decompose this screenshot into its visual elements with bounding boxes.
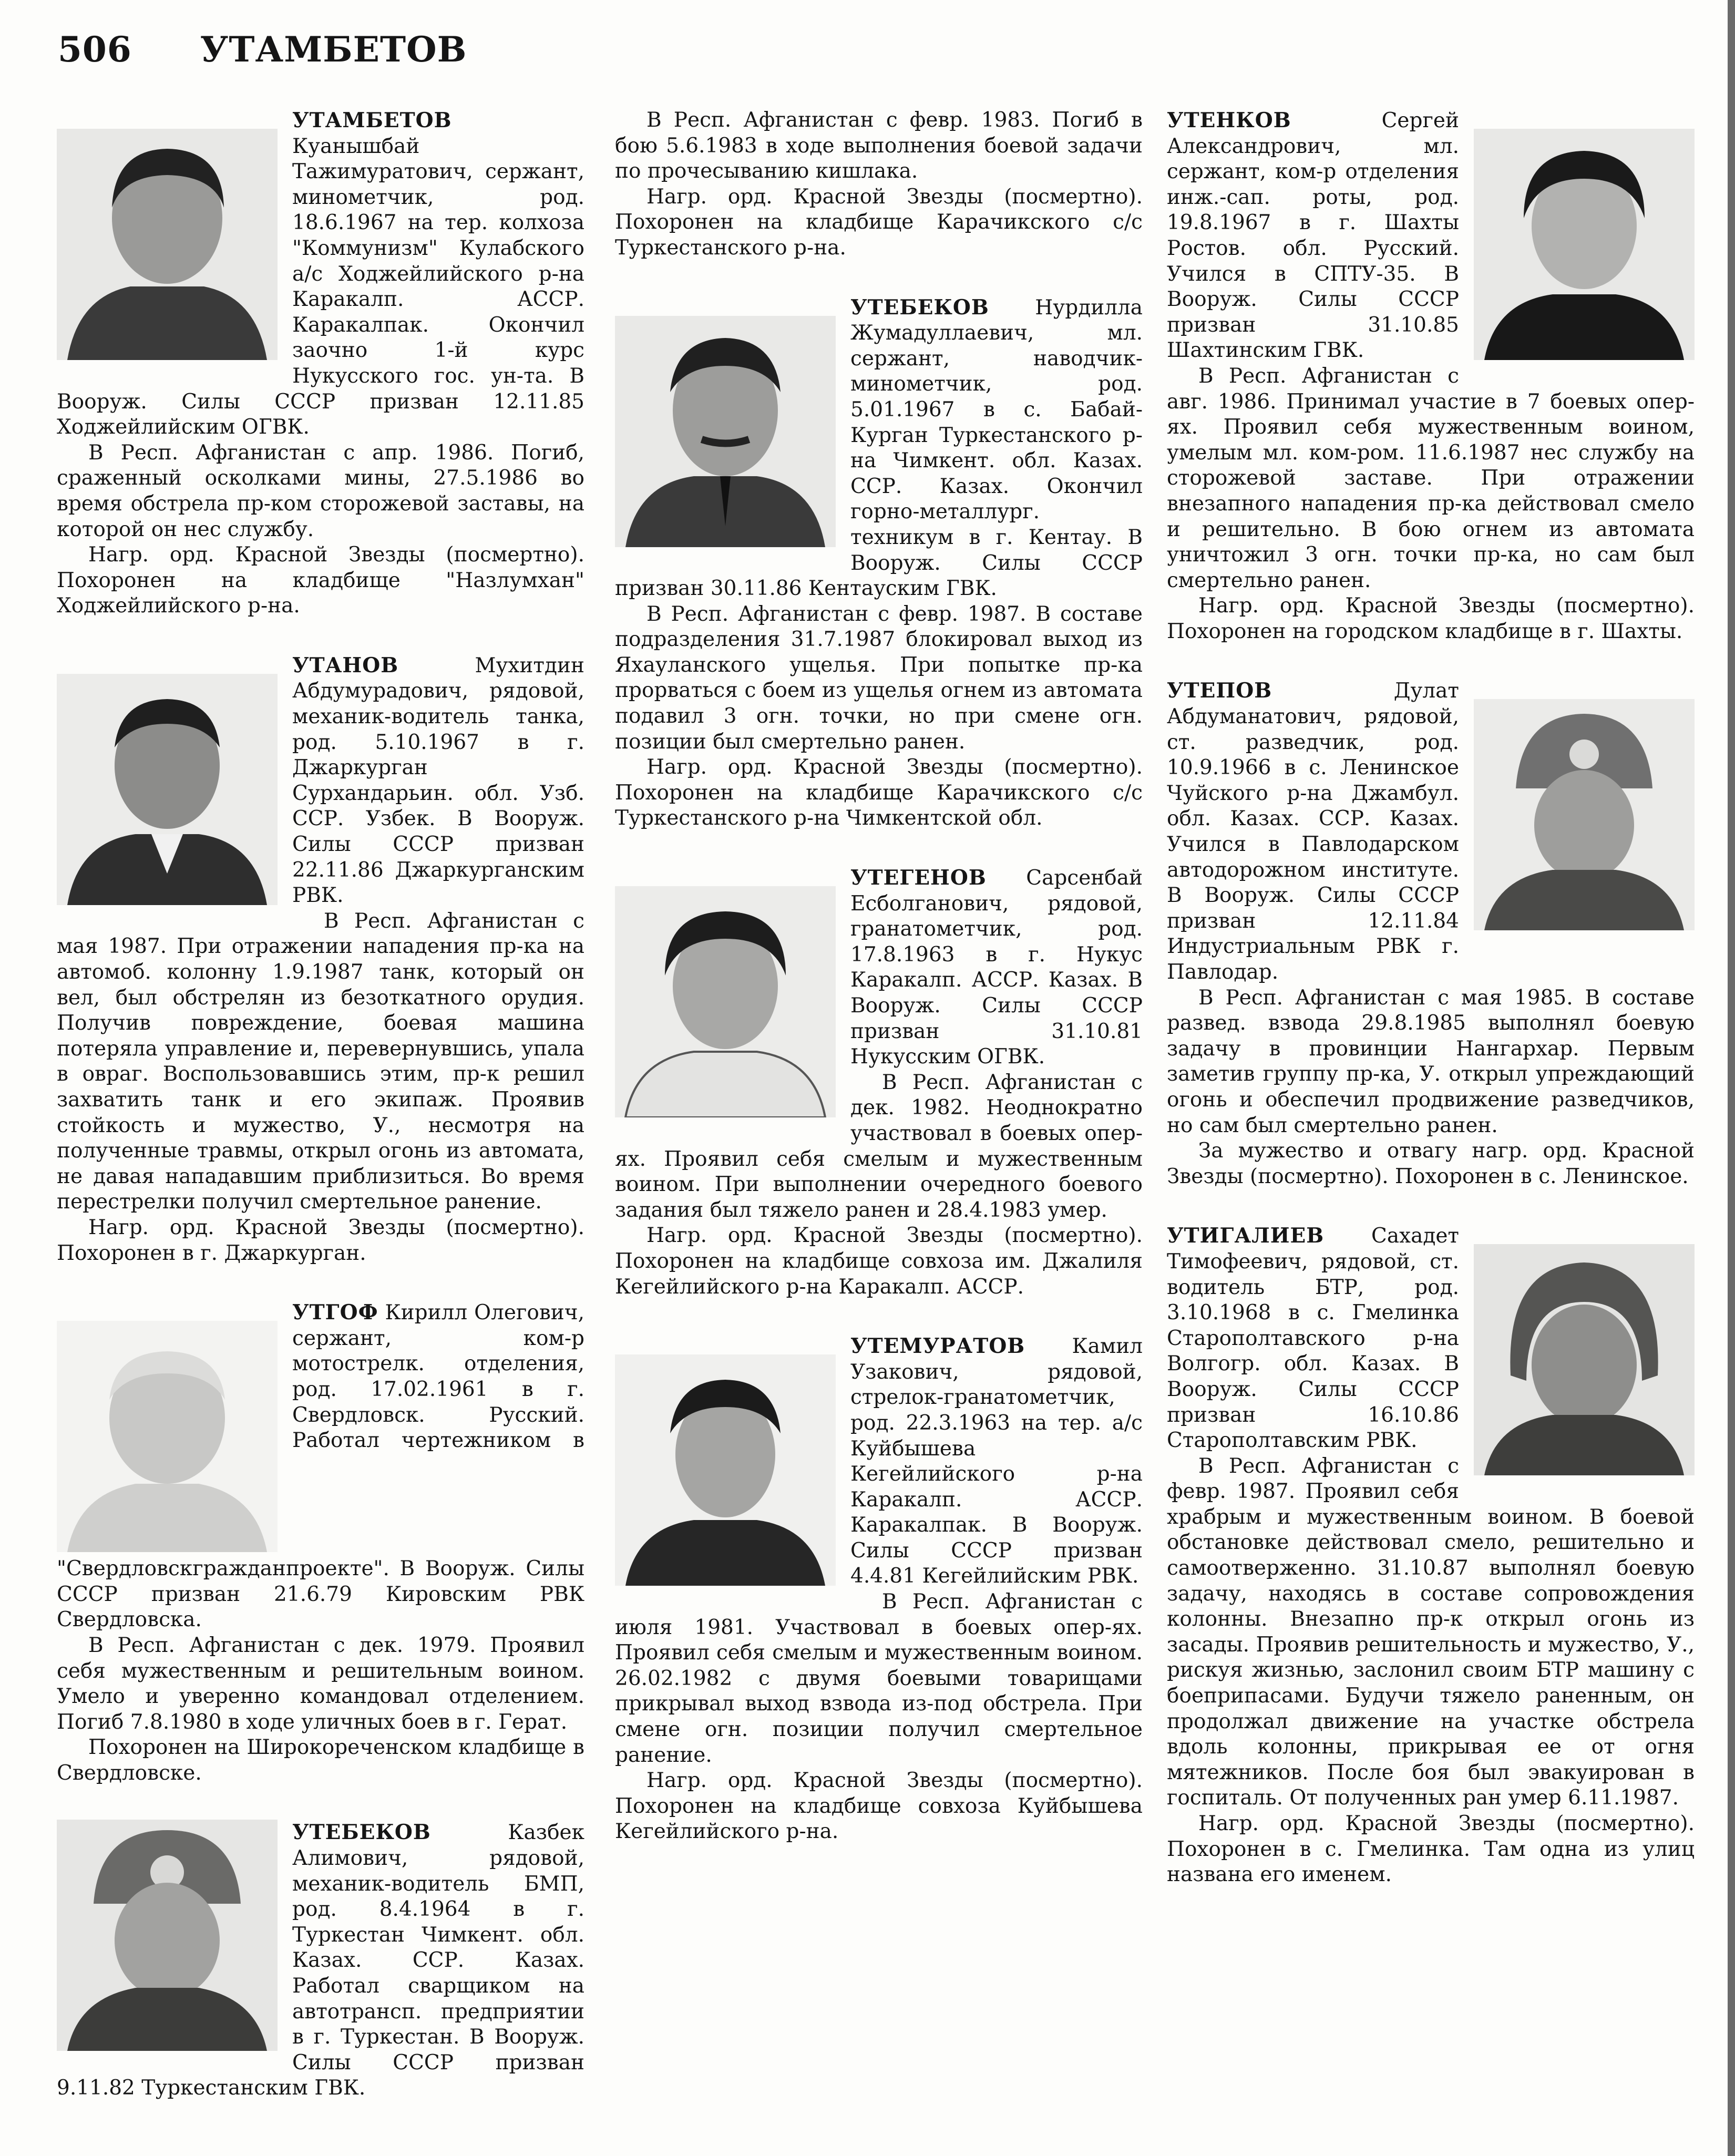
- portrait-photo: [57, 129, 278, 360]
- entry-award: Нагр. орд. Красной Звезды (посмертно). Похоронен в с. Гмелинка. Там одна из улиц названа его именем.: [1167, 1812, 1695, 1887]
- entry-surname: УТЕБЕКОВ: [292, 1820, 431, 1845]
- entry-surname: УТИГАЛИЕВ: [1167, 1224, 1325, 1248]
- page-edge: [1728, 0, 1735, 2156]
- entry-text: Мухитдин Абдумурадович, рядовой, механик-водитель танка, род. 5.10.1967 в г. Джаркурган Сурхандарьин. обл. Узб. ССР. Узбек. В Вооруж. Силы СССР призван 22.11.86 Джаркурганским РВК.: [292, 653, 584, 908]
- portrait-photo: [57, 674, 278, 905]
- entry-surname: УТЕБЕКОВ: [850, 295, 989, 320]
- entry-award: Нагр. орд. Красной Звезды (посмертно). Похоронен на кладбище Карачикского с/с Туркестанского р-на Чимкентской обл.: [615, 755, 1143, 830]
- biography-entry: [1167, 678, 1695, 1189]
- column-2: [615, 108, 1143, 1845]
- entry-award: Нагр. орд. Красной Звезды (посмертно). Похоронен в г. Джаркурган.: [57, 1215, 584, 1265]
- entry-award: Нагр. орд. Красной Звезды (посмертно). Похоронен на кладбище совхоза им. Джалиля Кегейлийского р-на Каракалп. АССР.: [615, 1224, 1143, 1299]
- portrait-icon: [57, 129, 278, 360]
- entry-service: В Респ. Афганистан с февр. 1987. В составе подразделения 31.7.1987 блокировал выход из Яхауланского ущелья. При попытке пр-ка прорваться с боем из ущелья огнем из автомата подавил 3 огн. точки, но при смене огн. позиции был смертельно ранен.: [615, 602, 1143, 754]
- entry-award: За мужество и отвагу нагр. орд. Красной Звезды (посмертно). Похоронен в с. Ленинское.: [1167, 1139, 1695, 1188]
- entry-text: Кирилл Олегович, сержант, ком-р мотострелк. отделения, род. 17.02.1961 в г. Свердловск. Русский. Работал чертежником в "Свердловскгражданпроекте". В Вооруж. Силы СССР призван 21.6.79 Кировским РВК Свердловска.: [57, 1301, 584, 1632]
- biography-entry-continued: [615, 108, 1143, 261]
- entry-surname: УТЕПОВ: [1167, 679, 1272, 703]
- entry-surname: УТЕМУРАТОВ: [850, 1334, 1025, 1359]
- entry-award: Нагр. орд. Красной Звезды (посмертно). Похоронен на кладбище "Назлумхан" Ходжейлийского р-на.: [57, 543, 584, 618]
- entry-award: Нагр. орд. Красной Звезды (посмертно). Похоронен на кладбище Карачикского с/с Туркестанского р-на.: [615, 184, 1143, 260]
- portrait-icon: [57, 1321, 278, 1552]
- entry-text: Камил Узакович, рядовой, стрелок-гранатометчик, род. 22.3.1963 на тер. а/с Куйбышева Кегейлийского р-на Каракалп. АССР. Каракалпак. В Вооруж. Силы СССР призван 4.4.81 Кегейлийским РВК.: [850, 1334, 1143, 1588]
- entry-text: Сарсенбай Есболганович, рядовой, гранатометчик, род. 17.8.1963 в г. Нукус Каракалп. АССР. Казах. В Вооруж. Силы СССР призван 31.10.81 Нукусским ОГВК.: [850, 866, 1143, 1069]
- running-head: УТАМБЕТОВ: [200, 29, 467, 70]
- portrait-photo: [615, 316, 836, 547]
- entry-service: В Респ. Афганистан с февр. 1987. Проявил себя храбрым и мужественным воином. В боевой обстановке действовал смело, решительно и самоотверженно. 31.10.87 выполнял боевую задачу, находясь в составе сопровождения колонны. Внезапно пр-к открыл огонь из засады. Проявив решительность и мужество, У., рискуя жизнью, заслонил своим БТР машину с боеприпасами. Будучи тяжело раненным, он продолжал движение на участке обстрела вдоль колонны, прикрывая ее от огня мятежников. После боя был эвакуирован в госпиталь. От полученных ран умер 6.11.1987.: [1167, 1454, 1695, 1810]
- portrait-icon: [57, 1820, 278, 2051]
- entry-text: Казбек Алимович, рядовой, механик-водитель БМП, род. 8.4.1964 в г. Туркестан Чимкент. обл. Казах. ССР. Казах. Работал сварщиком на автотрансп. предприятии в г. Туркестан. В Вооруж. Силы СССР призван 9.11.82 Туркестанским ГВК.: [57, 1821, 584, 2100]
- entry-surname: УТЕНКОВ: [1167, 108, 1291, 132]
- entry-service: В Респ. Афганистан с февр. 1983. Погиб в бою 5.6.1983 в ходе выполнения боевой задачи по прочесыванию кишлака.: [615, 108, 1143, 183]
- portrait-photo: [57, 1321, 278, 1552]
- portrait-icon: [615, 1354, 836, 1586]
- entry-service: В Респ. Афганистан с дек. 1982. Неоднократно участвовал в боевых опер-ях. Проявил себя смелым и мужественным воином. При выполнении очередного боевого задания был тяжело ранен и 28.4.1983 умер.: [615, 1070, 1143, 1222]
- entry-text: Сергей Александрович, мл. сержант, ком-р отделения инж.-сап. роты, род. 19.8.1967 в г. Шахты Ростов. обл. Русский. Учился в СПТУ-35. В Вооруж. Силы СССР призван 31.10.85 Шахтинским ГВК.: [1167, 109, 1459, 363]
- page-number: 506: [58, 29, 132, 70]
- entry-surname: УТЕГЕНОВ: [850, 866, 987, 890]
- biography-entry: [57, 108, 584, 619]
- entry-award: Похоронен на Широкореченском кладбище в Свердловске.: [57, 1736, 584, 1785]
- portrait-photo: [1474, 699, 1695, 930]
- biography-entry: [1167, 108, 1695, 644]
- portrait-photo: [615, 1354, 836, 1586]
- portrait-icon: [1474, 1244, 1695, 1475]
- entry-service: В Респ. Афганистан с мая 1987. При отражении нападения пр-ка на автомоб. колонну 1.9.1987 танк, который он вел, был обстрелян из безоткатного орудия. Получив повреждение, боевая машина потеряла управление и, перевернувшись, упала в овраг. Воспользовавшись этим, пр-к решил захватить танк и его экипаж. Проявив стойкость и мужество, У., несмотря на полученные травмы, открыл огонь из автомата, не давая нападавшим приблизиться. Во время перестрелки получил смертельное ранение.: [57, 909, 584, 1214]
- portrait-icon: [615, 886, 836, 1117]
- entry-award: Нагр. орд. Красной Звезды (посмертно). Похоронен на кладбище совхоза Куйбышева Кегейлийского р-на.: [615, 1769, 1143, 1844]
- entry-award: Нагр. орд. Красной Звезды (посмертно). Похоронен на городском кладбище в г. Шахты.: [1167, 594, 1695, 643]
- column-1: [57, 108, 584, 2101]
- portrait-icon: [57, 674, 278, 905]
- biography-entry: [1167, 1223, 1695, 1887]
- entry-surname: УТАНОВ: [292, 653, 399, 677]
- biography-entry: [615, 295, 1143, 831]
- portrait-icon: [615, 316, 836, 547]
- biography-entry: [57, 1820, 584, 2101]
- column-3: [1167, 108, 1695, 1888]
- entry-service: В Респ. Афганистан с апр. 1986. Погиб, сраженный осколками мины, 27.5.1986 во время обстрела пр-ком сторожевой заставы, на которой он нес службу.: [57, 440, 584, 541]
- entry-service: В Респ. Афганистан с дек. 1979. Проявил себя мужественным и решительным воином. Умело и уверенно командовал отделением. Погиб 7.8.1980 в ходе уличных боев в г. Герат.: [57, 1633, 584, 1734]
- biography-entry: [57, 653, 584, 1266]
- entry-text: Куанышбай Тажимуратович, сержант, минометчик, род. 18.6.1967 на тер. колхоза "Коммунизм" Кулабского а/с Ходжейлийского р-на Каракалп. АССР. Каракалпак. Окончил заочно 1-й курс Нукусского гос. ун-та. В Вооруж. Силы СССР призван 12.11.85 Ходжейлийским ОГВК.: [57, 134, 584, 439]
- portrait-photo: [615, 886, 836, 1117]
- portrait-icon: [1474, 129, 1695, 360]
- entry-text: Дулат Абдуманатович, рядовой, ст. разведчик, род. 10.9.1966 в с. Ленинское Чуйского р-на Джамбул. обл. Казах. ССР. Казах. Учился в Павлодарском автодорожном институте. В Вооруж. Силы СССР призван 12.11.84 Индустриальным РВК г. Павлодар.: [1167, 679, 1459, 984]
- portrait-photo: [1474, 129, 1695, 360]
- entry-text: Нурдилла Жумадуллаевич, мл. сержант, наводчик-минометчик, род. 5.01.1967 в с. Бабай-Курган Туркестанского р-на Чимкент. обл. Казах. ССР. Казах. Окончил горно-металлург. техникум в г. Кентау. В Вооруж. Силы СССР призван 30.11.86 Кентауским ГВК.: [615, 295, 1143, 601]
- biography-entry: [615, 1333, 1143, 1845]
- entry-surname: УТГОФ: [292, 1300, 378, 1325]
- entry-service: В Респ. Афганистан с июля 1981. Участвовал в боевых опер-ях. Проявил себя смелым и мужественным воином. 26.02.1982 с двумя боевыми товарищами прикрывал выход взвода из-под обстрела. При смене огн. позиции получил смертельное ранение.: [615, 1590, 1143, 1767]
- entry-text: Сахадет Тимофеевич, рядовой, ст. водитель БТР, род. 3.10.1968 в с. Гмелинка Старополтавского р-на Волгогр. обл. Казах. В Вооруж. Силы СССР призван 16.10.86 Старополтавским РВК.: [1167, 1224, 1459, 1453]
- entry-service: В Респ. Афганистан с авг. 1986. Принимал участие в 7 боевых опер-ях. Проявил себя мужественным воином, умелым мл. ком-ром. 11.6.1987 нес службу на сторожевой заставе. При отражении внезапного нападения пр-ка действовал смело и решительно. В бою огнем из автомата уничтожил 3 огн. точки пр-ка, но сам был смертельно ранен.: [1167, 364, 1695, 592]
- biography-entry: [615, 865, 1143, 1300]
- portrait-photo: [1474, 1244, 1695, 1475]
- portrait-icon: [1474, 699, 1695, 930]
- entry-surname: УТАМБЕТОВ: [292, 108, 452, 132]
- entry-service: В Респ. Афганистан с мая 1985. В составе развед. взвода 29.8.1985 выполнял боевую задачу в провинции Нангархар. Первым заметив группу пр-ка, У. открыл упреждающий огонь и обеспечил продвижение разведчиков, но сам был смертельно ранен.: [1167, 985, 1695, 1137]
- page-header: [58, 29, 467, 87]
- biography-entry: [57, 1300, 584, 1786]
- portrait-photo: [57, 1820, 278, 2051]
